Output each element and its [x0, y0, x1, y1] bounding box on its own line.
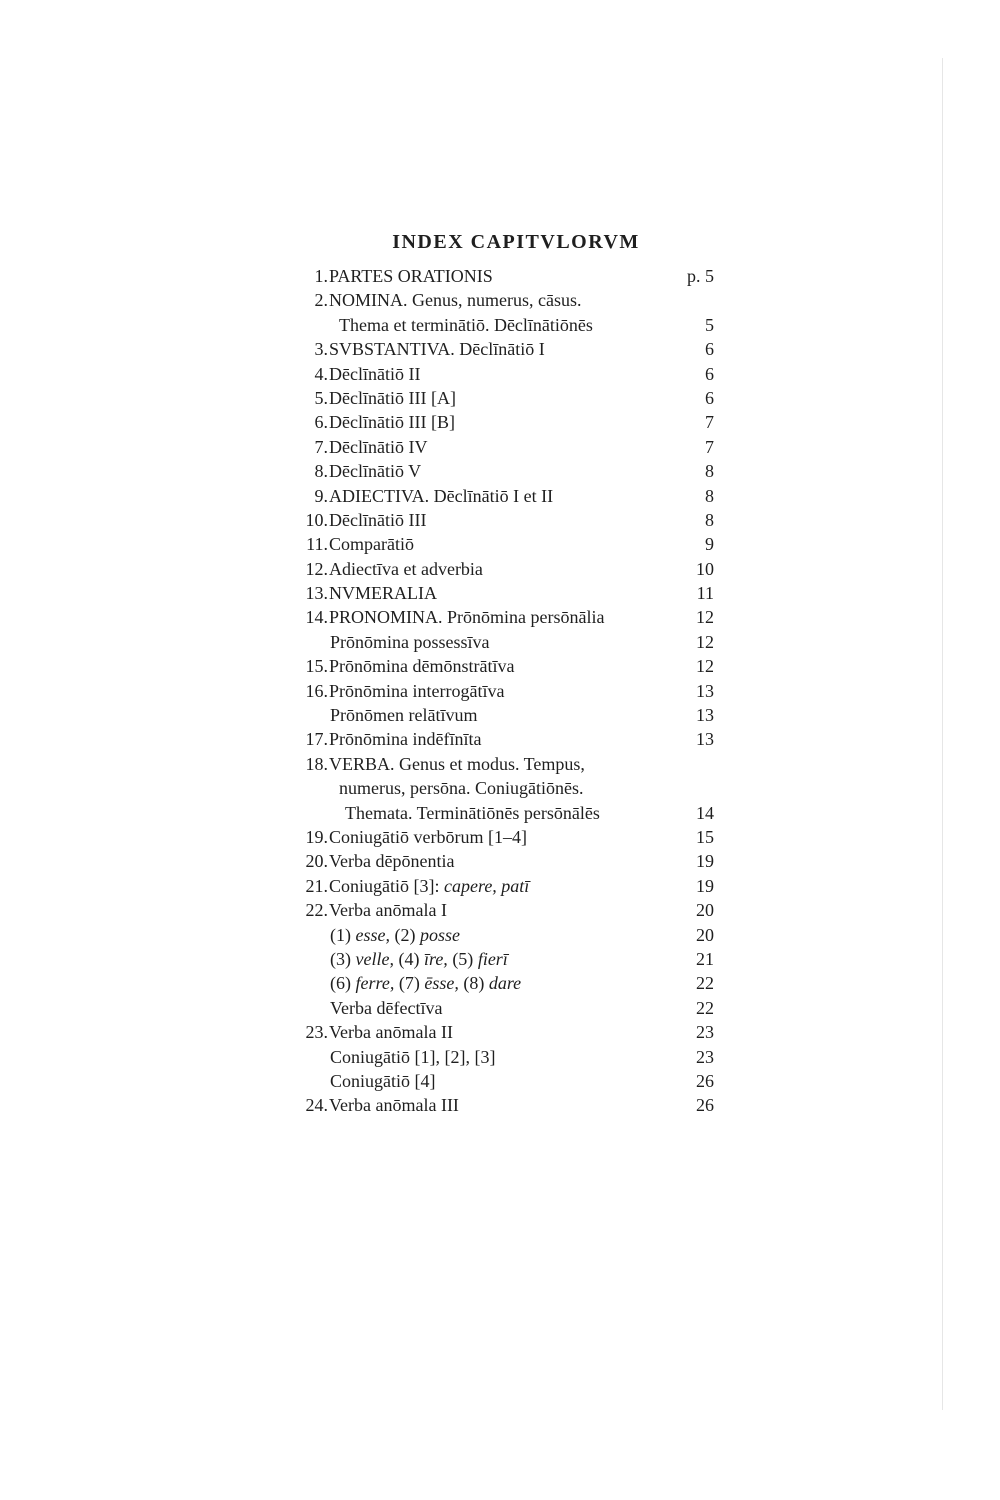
latin-verb-form: ēsse, [424, 973, 459, 994]
title-text: Verba anōmala I [329, 900, 447, 921]
page-number: 12 [696, 656, 714, 677]
title-text: Coniugātiō verbōrum [1–4] [329, 826, 527, 847]
toc-entry [300, 703, 720, 727]
page-number: 10 [696, 558, 714, 579]
title-text: NVMERALIA [329, 583, 437, 604]
chapter-title [330, 1045, 495, 1069]
title-fragment: (6) [330, 973, 356, 994]
chapter-title [329, 508, 426, 532]
page-number: 13 [696, 729, 714, 750]
title-text: PARTES ORATIONIS [329, 266, 493, 286]
toc-entry [300, 898, 720, 922]
title-text: numerus, persōna. Coniugātiōnēs. [339, 778, 584, 799]
toc-entry [300, 996, 720, 1020]
chapter-title [329, 679, 504, 703]
chapter-number: 12. [305, 558, 328, 579]
title-text: Verba dēfectīva [330, 997, 443, 1018]
title-text: Dēclīnātiō III [B] [329, 412, 455, 433]
toc-list [300, 264, 720, 1118]
page-number: 26 [696, 1095, 714, 1116]
title-text: Prōnōmina indēfīnīta [329, 729, 482, 750]
toc-entry [300, 508, 720, 532]
title-text: SVBSTANTIVA. Dēclīnātiō I [329, 339, 545, 360]
toc-entry [300, 874, 720, 898]
toc-entry [300, 654, 720, 678]
toc-entry [300, 386, 720, 410]
chapter-title [329, 581, 437, 605]
chapter-title [329, 727, 481, 751]
toc-entry [300, 264, 720, 288]
page-number: 22 [696, 997, 714, 1018]
chapter-number: 7. [314, 436, 328, 457]
chapter-number: 23. [305, 1022, 328, 1043]
page-number: 20 [696, 900, 714, 921]
chapter-number: 1. [314, 266, 328, 286]
chapter-title [329, 386, 456, 410]
chapter-number: 9. [314, 485, 328, 506]
toc-entry [300, 532, 720, 556]
page-number: 13 [696, 680, 714, 701]
chapter-number: 14. [305, 607, 328, 628]
title-text: Dēclīnātiō III [A] [329, 387, 456, 408]
page-number: 15 [696, 826, 714, 847]
chapter-title [330, 703, 477, 727]
toc-entry [300, 1020, 720, 1044]
chapter-number: 16. [305, 680, 328, 701]
chapter-title [329, 898, 447, 922]
chapter-number: 11. [306, 534, 328, 555]
toc-entry [300, 313, 720, 337]
latin-verb-form: capere, patī [444, 875, 530, 896]
page-edge-divider [942, 58, 943, 1410]
title-text: Dēclīnātiō II [329, 363, 421, 384]
chapter-title [329, 849, 454, 873]
chapter-number: 18. [305, 753, 328, 774]
chapter-number: 8. [314, 461, 328, 482]
latin-verb-form: posse [420, 924, 460, 945]
chapter-title [329, 459, 421, 483]
chapter-number: 24. [305, 1095, 328, 1116]
page-number: 22 [696, 973, 714, 994]
chapter-title [329, 410, 455, 434]
chapter-title [329, 874, 529, 898]
toc-entry [300, 581, 720, 605]
page-number: 6 [705, 387, 714, 408]
chapter-title [329, 605, 604, 629]
chapter-title [330, 996, 442, 1020]
chapter-number: 5. [314, 387, 328, 408]
title-text: Themata. Terminātiōnēs persōnālēs [345, 802, 600, 823]
page-number: 8 [705, 485, 714, 506]
toc-entry [300, 727, 720, 751]
toc-entry [300, 362, 720, 386]
latin-verb-form: īre, [423, 948, 448, 969]
toc-entry [300, 410, 720, 434]
toc-entry [300, 435, 720, 459]
toc-entry [300, 947, 720, 971]
page-number: 11 [696, 583, 714, 604]
page-number: 6 [705, 363, 714, 384]
latin-verb-form: fierī [477, 948, 508, 969]
page-number: 14 [696, 802, 714, 823]
chapter-title [330, 923, 460, 947]
title-text: PRONOMINA. Prōnōmina persōnālia [329, 607, 605, 628]
title-text: Adiectīva et adverbia [329, 558, 483, 579]
toc-entry [300, 557, 720, 581]
page-number: 21 [696, 948, 714, 969]
toc-entry [300, 1045, 720, 1069]
toc-entry [300, 923, 720, 947]
chapter-title [329, 654, 514, 678]
chapter-number: 19. [305, 826, 328, 847]
toc-entry [300, 1069, 720, 1093]
title-text: Thema et terminātiō. Dēclīnātiōnēs [339, 314, 593, 335]
index-title: INDEX CAPITVLORVM [392, 231, 640, 253]
chapter-title [329, 337, 545, 361]
title-text: Prōnōmen relātīvum [330, 705, 478, 726]
chapter-title [329, 557, 483, 581]
chapter-title [330, 630, 490, 654]
chapter-number: 22. [305, 900, 328, 921]
chapter-number: 3. [314, 339, 328, 360]
page-number: 13 [696, 705, 714, 726]
title-text: Comparātiō [329, 534, 414, 555]
page-number: 9 [705, 534, 714, 555]
title-fragment: (4) [393, 948, 424, 969]
chapter-title [329, 825, 527, 849]
toc-entry [300, 776, 720, 800]
latin-verb-form: velle, [355, 948, 394, 969]
title-text: Coniugātiō [1], [2], [3] [330, 1046, 496, 1067]
page-number: 6 [705, 339, 714, 360]
page-number: 23 [696, 1022, 714, 1043]
chapter-number: 10. [305, 509, 328, 530]
title-fragment: (1) [330, 924, 356, 945]
chapter-title [330, 971, 521, 995]
title-text: Prōnōmina dēmōnstrātīva [329, 656, 515, 677]
latin-verb-form: dare [488, 973, 522, 994]
title-fragment: (5) [447, 948, 478, 969]
page-number: 7 [705, 412, 714, 433]
title-fragment: (7) [394, 973, 425, 994]
chapter-number: 21. [305, 875, 328, 896]
chapter-title [339, 313, 593, 337]
toc-entry [300, 971, 720, 995]
page-number: 19 [696, 875, 714, 896]
chapter-number: 15. [305, 656, 328, 677]
page-number: 7 [705, 436, 714, 457]
title-fragment: (8) [458, 973, 489, 994]
page-number: 20 [696, 924, 714, 945]
chapter-title [329, 435, 427, 459]
toc-entry [300, 630, 720, 654]
title-text: VERBA. Genus et modus. Tempus, [329, 753, 585, 774]
chapter-title [339, 776, 583, 800]
chapter-number: 6. [314, 412, 328, 433]
title-text: Prōnōmina interrogātīva [329, 680, 505, 701]
chapter-number: 2. [314, 290, 328, 311]
page-number: 5 [705, 314, 714, 335]
title-text: Verba anōmala III [329, 1095, 459, 1116]
toc-entry [300, 801, 720, 825]
latin-verb-form: esse, [355, 924, 390, 945]
title-text: ADIECTIVA. Dēclīnātiō I et II [329, 485, 554, 506]
toc-entry [300, 679, 720, 703]
chapter-number: 4. [314, 363, 328, 384]
title-text: Coniugātiō [3]: [329, 875, 444, 896]
toc-entry [300, 752, 720, 776]
chapter-title [329, 532, 414, 556]
title-text: Verba anōmala II [329, 1022, 453, 1043]
toc-entry [300, 605, 720, 629]
toc-entry [300, 459, 720, 483]
title-text: Dēclīnātiō III [329, 509, 427, 530]
page-number: 19 [696, 851, 714, 872]
toc-entry [300, 825, 720, 849]
page-number: 12 [696, 631, 714, 652]
chapter-title [330, 947, 508, 971]
chapter-title [329, 362, 420, 386]
page-number: 23 [696, 1046, 714, 1067]
page-number: 8 [705, 509, 714, 530]
toc-entry [300, 1093, 720, 1117]
chapter-number: 13. [305, 583, 328, 604]
title-text: Prōnōmina possessīva [330, 631, 490, 652]
latin-verb-form: ferre, [355, 973, 395, 994]
title-text: Verba dēpōnentia [329, 851, 455, 872]
page-number: 26 [696, 1070, 714, 1091]
page-number: 12 [696, 607, 714, 628]
title-text: Dēclīnātiō IV [329, 436, 428, 457]
toc-entry [300, 337, 720, 361]
chapter-title [329, 484, 553, 508]
page-number: p. 5 [687, 266, 714, 286]
chapter-title [329, 288, 581, 312]
chapter-title [329, 264, 493, 288]
page-number: 8 [705, 461, 714, 482]
title-text: NOMINA. Genus, numerus, cāsus. [329, 290, 582, 311]
chapter-title [329, 1020, 453, 1044]
chapter-title [330, 1069, 436, 1093]
chapter-number: 20. [305, 851, 328, 872]
chapter-title [329, 1093, 459, 1117]
toc-entry [300, 288, 720, 312]
chapter-title [345, 801, 600, 825]
toc-entry [300, 484, 720, 508]
title-fragment: (2) [390, 924, 420, 945]
title-fragment: (3) [330, 948, 356, 969]
chapter-number: 17. [305, 729, 328, 750]
title-text: Coniugātiō [4] [330, 1070, 436, 1091]
chapter-title [329, 752, 585, 776]
toc-entry [300, 849, 720, 873]
title-text: Dēclīnātiō V [329, 461, 422, 482]
